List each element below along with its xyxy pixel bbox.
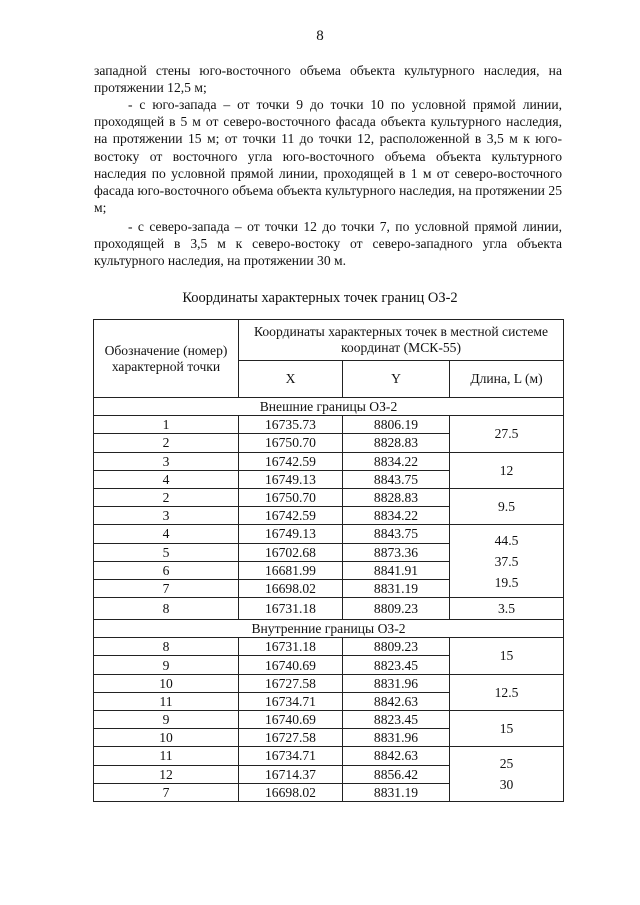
point-number: 4: [94, 470, 239, 488]
paragraph-southwest: - с юго-запада – от точки 9 до точки 10 по условной прямой линии, проходящей в 5 м от северо-восточного фасада объекта культурного наследия, на протяжении 15 м; от точки 11 до точки 12, расположенной в 3,5 м к юго-востоку от восточного угла юго-восточного объема объекта культурного наследия по условной прямой линии, проходящей в 1 м от северо-восточного фасада юго-восточного объема объекта культурного наследия, на протяжении 25 м;: [94, 97, 562, 216]
y-value: 8831.96: [343, 674, 450, 692]
x-value: 16727.58: [239, 729, 343, 747]
table-row: [94, 525, 564, 543]
y-value: 8809.23: [343, 598, 450, 620]
length-value: 27.5: [450, 416, 564, 452]
x-value: 16749.13: [239, 525, 343, 543]
header-length: Длина, L (м): [450, 361, 564, 398]
point-number: 4: [94, 525, 239, 543]
point-number: 3: [94, 452, 239, 470]
x-value: 16702.68: [239, 543, 343, 561]
y-value: 8843.75: [343, 470, 450, 488]
y-value: 8856.42: [343, 765, 450, 783]
y-value: 8842.63: [343, 692, 450, 710]
point-number: 1: [94, 416, 239, 434]
y-value: 8823.45: [343, 711, 450, 729]
length-value: 25: [499, 756, 514, 772]
header-point-designation: Обозначение (номер) характерной точки: [94, 320, 239, 398]
header-coordinates-group: Координаты характерных точек в местной системе координат (МСК-55): [239, 320, 564, 361]
y-value: 8831.96: [343, 729, 450, 747]
header-y: Y: [343, 361, 450, 398]
table-row: [94, 638, 564, 656]
length-value: 44.5: [494, 532, 519, 548]
table-row: [94, 488, 564, 506]
table-row: [94, 598, 564, 620]
section-inner-boundaries: Внутренние границы ОЗ-2: [94, 620, 564, 638]
length-value: 12: [450, 452, 564, 488]
length-value: 15: [450, 711, 564, 747]
point-number: 10: [94, 729, 239, 747]
y-value: 8823.45: [343, 656, 450, 674]
x-value: 16731.18: [239, 598, 343, 620]
point-number: 9: [94, 711, 239, 729]
y-value: 8828.83: [343, 488, 450, 506]
point-number: 2: [94, 488, 239, 506]
table-row: [94, 416, 564, 434]
x-value: 16727.58: [239, 674, 343, 692]
point-number: 11: [94, 747, 239, 765]
y-value: 8834.22: [343, 452, 450, 470]
x-value: 16740.69: [239, 656, 343, 674]
coordinates-table: [93, 319, 564, 802]
y-value: 8843.75: [343, 525, 450, 543]
length-values-cell: [450, 747, 564, 802]
x-value: 16714.37: [239, 765, 343, 783]
length-value: 12.5: [450, 674, 564, 710]
y-value: 8828.83: [343, 434, 450, 452]
table-title: Координаты характерных точек границ ОЗ-2: [182, 290, 458, 306]
page-number: 8: [316, 28, 324, 44]
table-row: [94, 452, 564, 470]
point-number: 9: [94, 656, 239, 674]
header-x: X: [239, 361, 343, 398]
x-value: 16750.70: [239, 434, 343, 452]
point-number: 7: [94, 579, 239, 597]
length-value: 37.5: [494, 553, 519, 569]
x-value: 16742.59: [239, 452, 343, 470]
y-value: 8809.23: [343, 638, 450, 656]
length-value: 3.5: [450, 598, 564, 620]
x-value: 16742.59: [239, 507, 343, 525]
table-row: [94, 711, 564, 729]
x-value: 16734.71: [239, 692, 343, 710]
length-value: 19.5: [494, 574, 519, 590]
point-number: 2: [94, 434, 239, 452]
table-row: [94, 747, 564, 765]
length-value: 30: [499, 777, 514, 793]
point-number: 10: [94, 674, 239, 692]
point-number: 12: [94, 765, 239, 783]
section-outer-boundaries: Внешние границы ОЗ-2: [94, 398, 564, 416]
table-row: [94, 674, 564, 692]
y-value: 8831.19: [343, 579, 450, 597]
y-value: 8806.19: [343, 416, 450, 434]
x-value: 16698.02: [239, 783, 343, 801]
x-value: 16734.71: [239, 747, 343, 765]
y-value: 8831.19: [343, 783, 450, 801]
x-value: 16750.70: [239, 488, 343, 506]
x-value: 16681.99: [239, 561, 343, 579]
y-value: 8841.91: [343, 561, 450, 579]
point-number: 7: [94, 783, 239, 801]
length-value: 9.5: [450, 488, 564, 524]
point-number: 3: [94, 507, 239, 525]
length-value: 15: [450, 638, 564, 674]
y-value: 8873.36: [343, 543, 450, 561]
point-number: 8: [94, 638, 239, 656]
x-value: 16698.02: [239, 579, 343, 597]
paragraph-northwest: - с северо-запада – от точки 12 до точки 7, по условной прямой линии, проходящей в 3,5 м к северо-востоку от северо-западного угла объекта культурного наследия, на протяжении 30 м.: [94, 219, 562, 269]
point-number: 6: [94, 561, 239, 579]
point-number: 5: [94, 543, 239, 561]
y-value: 8842.63: [343, 747, 450, 765]
point-number: 11: [94, 692, 239, 710]
length-values-cell: [450, 525, 564, 598]
x-value: 16740.69: [239, 711, 343, 729]
paragraph-west-wall: западной стены юго-восточного объема объекта культурного наследия, на протяжении 12,5 м;: [94, 63, 562, 96]
x-value: 16731.18: [239, 638, 343, 656]
x-value: 16749.13: [239, 470, 343, 488]
x-value: 16735.73: [239, 416, 343, 434]
point-number: 8: [94, 598, 239, 620]
y-value: 8834.22: [343, 507, 450, 525]
